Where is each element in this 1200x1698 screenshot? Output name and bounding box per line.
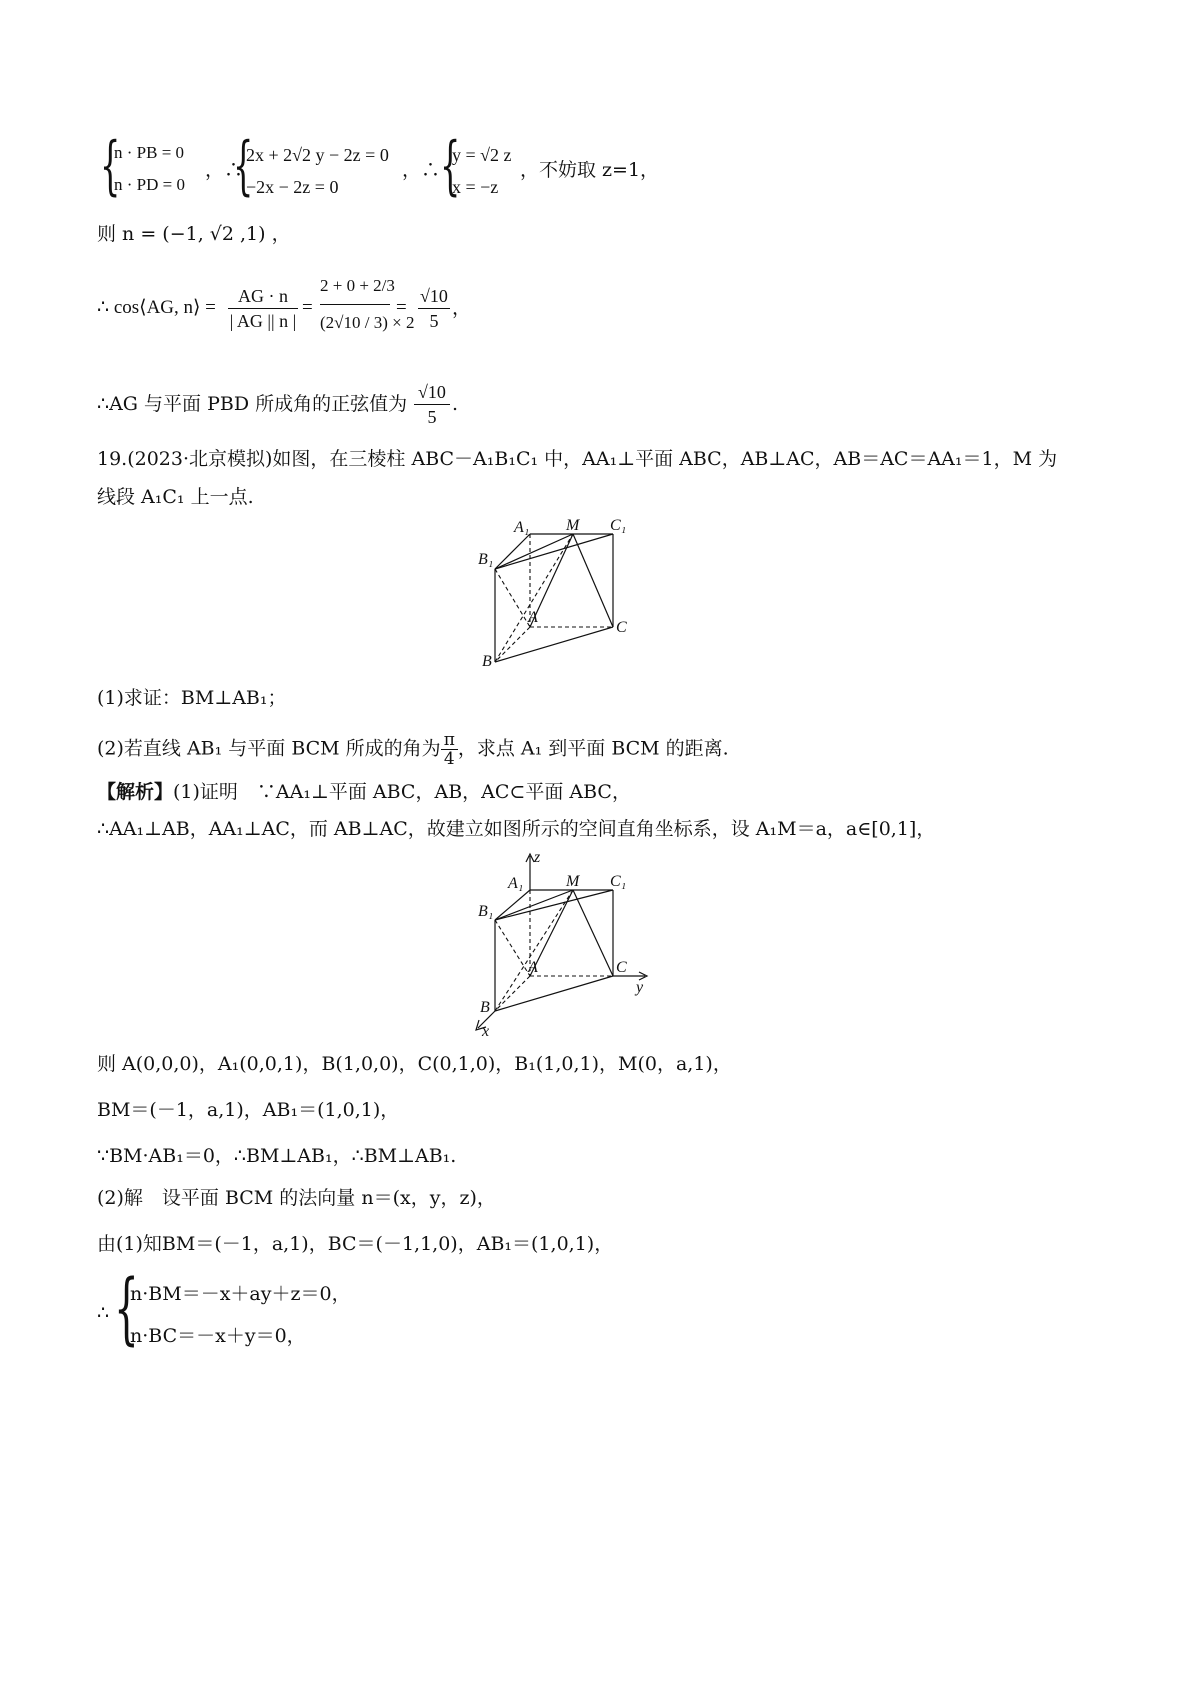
label-A: A	[528, 609, 538, 626]
solution-line: (2)解 设平面 BCM 的法向量 n＝(x，y，z)，	[97, 1187, 496, 1209]
coordinate-figure	[470, 848, 660, 1038]
label-B1: B₁	[478, 903, 494, 920]
fraction-denominator: (2√10 / 3) × 2	[320, 313, 415, 332]
solution-line: 【解析】(1)证明 ∵AA₁⊥平面 ABC，AB，AC⊂平面 ABC，	[97, 781, 631, 803]
label-C1: C₁	[610, 873, 627, 890]
solution-line: BM＝(－1，a,1)，AB₁＝(1,0,1)，	[97, 1099, 400, 1121]
question-part-2: (2)若直线 AB₁ 与平面 BCM 所成的角为 $\frac{\pi}{4}$ ，求点 A₁ 到平面 BCM 的距离.	[97, 730, 729, 769]
label-y: y	[636, 979, 644, 996]
equation: n · PB = 0	[114, 143, 185, 162]
brace: {	[440, 129, 461, 203]
label-A1: A₁	[508, 875, 524, 892]
fraction-numerator: √10	[418, 284, 450, 309]
label-A: A	[528, 959, 538, 976]
fraction: $\frac{\pi}{4}$	[441, 731, 458, 768]
equation: 2x + 2√2 y − 2z = 0	[246, 145, 389, 165]
brace: {	[100, 129, 121, 203]
fraction-denominator: 5	[429, 311, 439, 331]
fraction-denominator: 5	[427, 407, 437, 427]
question-text: 线段 A₁C₁ 上一点.	[97, 486, 254, 508]
prism-figure	[470, 512, 650, 670]
solution-label: 【解析】	[97, 781, 174, 803]
question-part-1: (1)求证：BM⊥AB₁；	[97, 687, 287, 709]
label-C1: C₁	[610, 517, 627, 534]
label-M: M	[566, 517, 580, 534]
label-B1: B₁	[478, 551, 494, 568]
text-line: ，不妨取 z=1，	[520, 159, 660, 181]
brace: {	[233, 129, 254, 203]
equation: x = −z	[452, 177, 499, 197]
therefore: ∴	[97, 1302, 110, 1324]
brace: {	[114, 1264, 139, 1354]
solution-line: 由(1)知BM＝(－1，a,1)，BC＝(－1,1,0)，AB₁＝(1,0,1)，	[97, 1233, 614, 1255]
equation: −2x − 2z = 0	[246, 177, 339, 197]
label-x: x	[482, 1023, 490, 1038]
label-B: B	[482, 653, 492, 670]
solution-line: 则 A(0,0,0)，A₁(0,0,1)，B(1,0,0)，C(0,1,0)，B₁(1,0,1)，M(0，a,1)，	[97, 1053, 732, 1075]
question-text: 19.(2023·北京模拟)如图，在三棱柱 ABC－A₁B₁C₁ 中，AA₁⊥平面 ABC，AB⊥AC，AB＝AC＝AA₁＝1，M 为	[97, 448, 1058, 470]
solution-line: ∵BM·AB₁＝0，∴BM⊥AB₁，∴BM⊥AB₁.	[97, 1145, 457, 1167]
label-z: z	[534, 849, 541, 866]
label-B: B	[480, 999, 490, 1016]
text-line: ∴AG 与平面 PBD 所成角的正弦值为	[97, 393, 408, 415]
equation: n·BC＝－x＋y＝0，	[130, 1325, 306, 1347]
fraction-numerator: √10	[414, 380, 450, 405]
solution-line: ∴AA₁⊥AB，AA₁⊥AC，而 AB⊥AC，故建立如图所示的空间直角坐标系，设 A₁M＝a，a∈[0,1]，	[97, 818, 936, 840]
label-M: M	[566, 873, 580, 890]
text-line: 则 n = (−1, √2 ,1) ，	[97, 223, 291, 245]
label-C: C	[616, 959, 627, 976]
fraction-numerator: 2 + 0 + 2/3	[320, 274, 390, 305]
label-C: C	[616, 619, 627, 636]
fraction-denominator: | AG || n |	[229, 311, 297, 331]
label-A1: A₁	[514, 519, 530, 536]
equation: n·BM＝－x＋ay＋z＝0，	[130, 1283, 351, 1305]
equation: y = √2 z	[452, 145, 512, 165]
fraction-numerator: AG · n	[228, 284, 298, 309]
equation: ∴ cos⟨AG, n⟩ =	[97, 297, 216, 318]
equation: n · PD = 0	[114, 175, 185, 194]
